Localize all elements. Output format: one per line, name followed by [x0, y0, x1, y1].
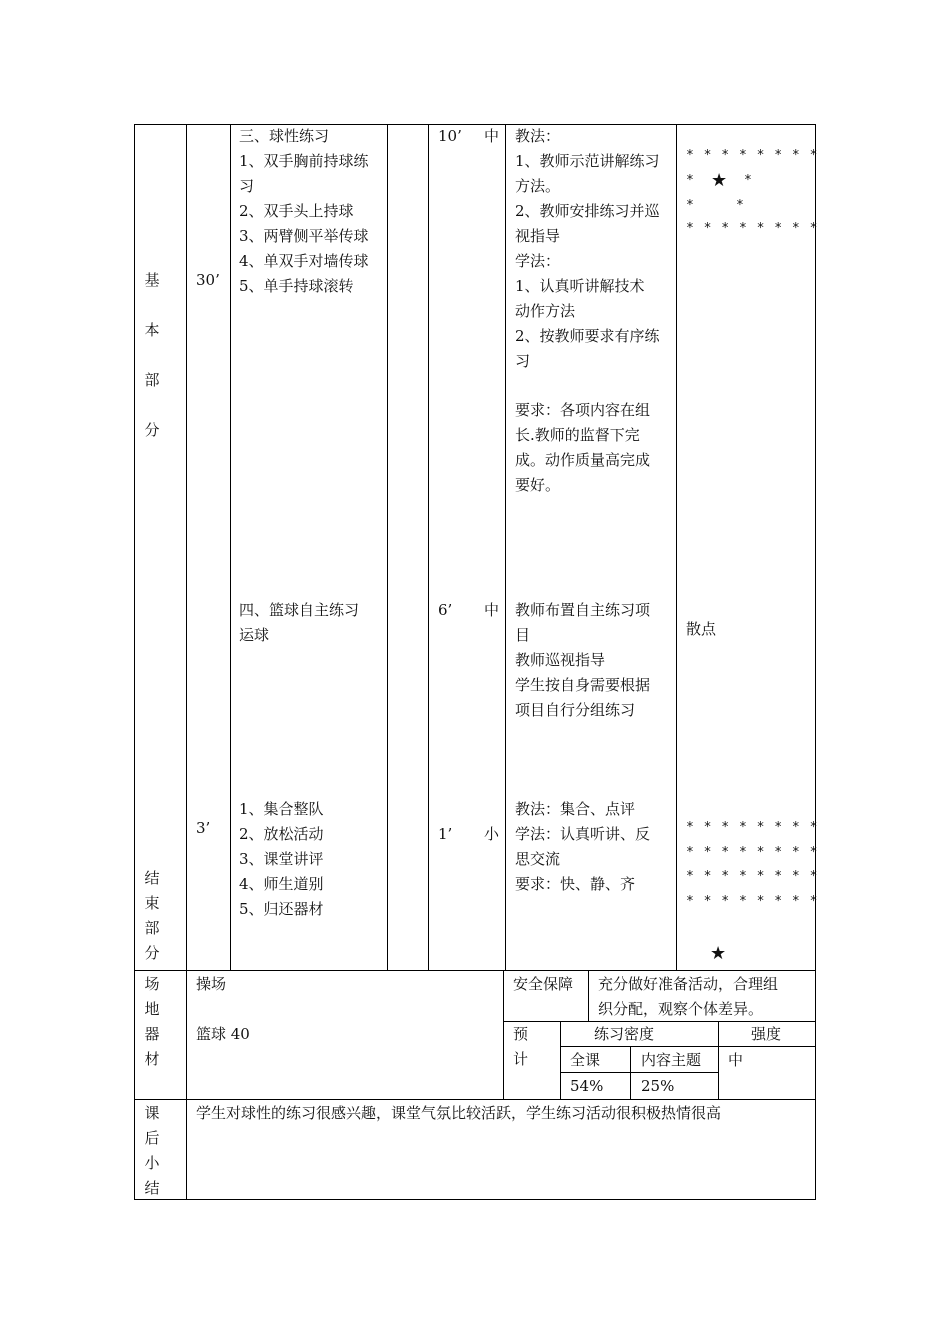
safety-text-line: 充分做好准备活动，合理组 [598, 975, 779, 993]
estimate-label: 预 [513, 1025, 529, 1043]
table-col-density-split [630, 1046, 631, 1100]
free-practice-methods: 教师布置自主练习项 目 教师巡视指导 学生按自身需要根据 项目自行分组练习 [515, 601, 651, 719]
safety-label: 安全保障 [513, 975, 574, 993]
table-col-blank [428, 124, 429, 971]
estimate-label: 计 [513, 1050, 529, 1068]
ending-duration: 1’ [438, 825, 453, 843]
whole-class-label: 全课 [570, 1051, 601, 1069]
intensity-value: 中 [728, 1051, 744, 1069]
venue-equipment: 篮球 40 [196, 1025, 250, 1043]
summary-text: 学生对球性的练习很感兴趣，课堂气氛比较活跃，学生练习活动很积极热情很高 [196, 1104, 722, 1122]
table-border-top [134, 124, 816, 125]
list-item: 1、双手胸前持球练 [239, 152, 369, 170]
teacher-star-icon: ★ [711, 170, 728, 191]
table-border-right [815, 124, 816, 1200]
lesson-plan-page: 基 本 部 分 30’ 三、球性练习 1、双手胸前持球练 习 2、双手头上持球 3、两臂侧平举传球 4、单双手对墙传球 5、单手持球滚转 10’ 中 教法： 1、教师示范讲解练习 方法。 2、教师安排练习并巡 视指导 学法： 1、认真听讲解技术 动作方法 2、按教师要求有序练 习 要求：各项内容在组 长.教师的监督下完 成。动作质量高完成 要好。 * * * * * * * * * ★ * * * * * * * * * * * 四、篮球自主练习 运球 6’ 中 教师布置自主练习项 目 教师巡视指导 学生按自身需要根据 项目自行分组练习 散点 3’ 结 束 部 分 1、集合整队 2、放松活动 3、课堂讲评 4、师生道别 5、归还器材 1’ 小 教法：集合、点评 学法：认真听讲、反 思交流 要求：快、静、齐 * * * * * * * * * * * * * * * * * * * * * * * * * * * * * * * * ★ 场 地 器 材 操场 篮球 40 安全保障 充分做好准备活动，合理组 织分配，观察个体差异。 预 计 练习密度 强度 全课 内容主题 中 54% 25% 课 后 小 结 学生对球性的练习很感兴趣，课堂气氛比较活跃，学生练习活动很积极热情很高 [0, 0, 950, 1344]
list-item: 5、单手持球滚转 [239, 277, 354, 295]
ball-practice-requirements: 要求：各项内容在组 长.教师的监督下完 成。动作质量高完成 要好。 [515, 401, 651, 494]
table-border-left [134, 124, 135, 1200]
ball-practice-items [239, 149, 369, 299]
ending-time: 3’ [196, 819, 211, 837]
free-practice-formation: 散点 [686, 620, 717, 638]
table-col-venue [503, 970, 504, 1100]
list-item: 3、两臂侧平举传球 [239, 227, 369, 245]
intensity-header: 强度 [751, 1025, 782, 1043]
ending-section-label: 结 束 部 分 [144, 869, 160, 962]
table-col-duration [505, 124, 506, 971]
free-practice-subtitle: 运球 [239, 626, 270, 644]
ball-practice-title: 三、球性练习 [239, 127, 330, 145]
table-col-time [230, 124, 231, 971]
table-col-methods [676, 124, 677, 971]
list-item: 4、师生道别 [239, 875, 324, 893]
whole-class-value: 54% [570, 1077, 604, 1095]
list-item: 4、单双手对墙传球 [239, 252, 369, 270]
list-item: 3、课堂讲评 [239, 850, 324, 868]
ending-intensity: 小 [484, 825, 500, 843]
safety-text-line: 织分配，观察个体差异。 [598, 1000, 764, 1018]
venue-place: 操场 [196, 975, 227, 993]
teacher-star-icon: ★ [710, 943, 727, 964]
density-header: 练习密度 [594, 1025, 655, 1043]
table-col-estimate [560, 1021, 561, 1100]
ending-items [239, 797, 324, 922]
free-practice-title: 四、篮球自主练习 [239, 601, 360, 619]
table-divider-summary [134, 1099, 816, 1100]
free-practice-intensity: 中 [484, 601, 500, 619]
venue-label: 场 地 器 材 [144, 975, 160, 1068]
list-item: 5、归还器材 [239, 900, 324, 918]
table-col-intensity [718, 1021, 719, 1100]
free-practice-duration: 6’ [438, 601, 453, 619]
list-item: 2、双手头上持球 [239, 202, 354, 220]
content-theme-label: 内容主题 [641, 1051, 702, 1069]
list-item: 1、集合整队 [239, 800, 324, 818]
table-col-label [186, 124, 187, 1200]
ending-methods: 教法：集合、点评 学法：认真听讲、反 思交流 要求：快、静、齐 [515, 800, 651, 893]
ball-practice-duration: 10’ [438, 127, 462, 145]
list-item: 习 [239, 177, 255, 195]
summary-label: 课 后 小 结 [144, 1104, 160, 1197]
ball-practice-methods: 教法： 1、教师示范讲解练习 方法。 2、教师安排练习并巡 视指导 学法： 1、认真听讲解技术 动作方法 2、按教师要求有序练 习 [515, 127, 660, 370]
table-border-bottom [134, 1199, 816, 1200]
content-theme-value: 25% [641, 1077, 675, 1095]
ball-practice-intensity: 中 [484, 127, 500, 145]
table-col-safety [588, 970, 589, 1022]
basic-time: 30’ [196, 271, 220, 289]
table-divider-venue [134, 970, 816, 971]
basic-section-label: 基 本 部 分 [144, 271, 160, 439]
table-col-content [387, 124, 388, 971]
list-item: 2、放松活动 [239, 825, 324, 843]
